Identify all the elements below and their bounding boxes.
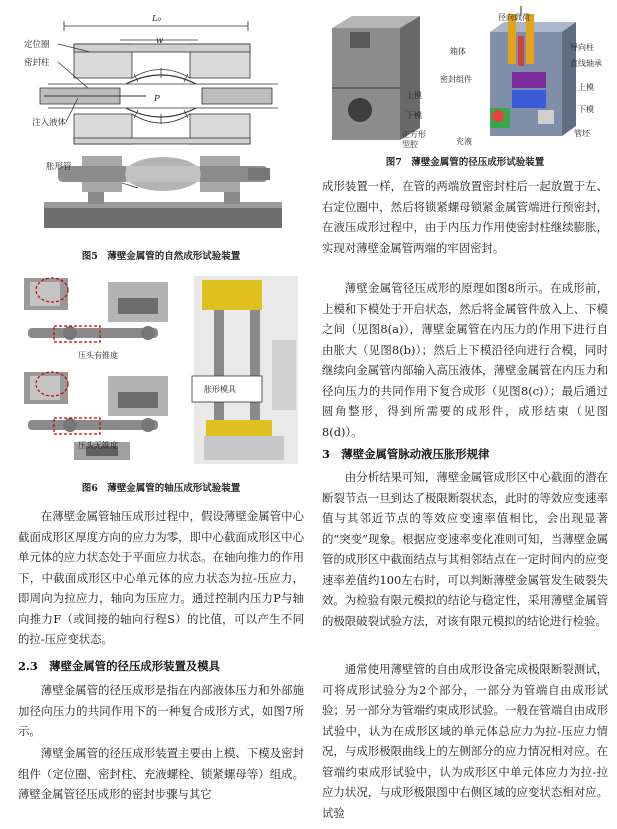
- label-box: 箱体: [450, 47, 466, 56]
- section-2-3-paragraph-1: 薄壁金属管的径压成形是指在内部液体压力和外部施加径向压力的共同作用下的一种复合成形方式，如图7所示。: [18, 683, 304, 738]
- label-P: P: [154, 94, 160, 104]
- section-3-heading: 3 薄壁金属管脉动液压胀形规律: [322, 447, 490, 461]
- label-upper-die: 上模: [578, 83, 594, 92]
- label-bearing: 直线轴承: [570, 59, 602, 68]
- label-sealing-post: 密封柱: [24, 58, 50, 68]
- label-inject: 注入液体: [32, 118, 67, 128]
- right-paragraph-2: 薄壁金属管径压成形的原理如图8所示。在成形前，上模和下模处于开启状态，然后将金属管件放入上、下模之间（见图8(a)），薄壁金属管在内压力的作用下进行自由胀大（见图8(b)）；然后上下模沿径向进行合模，同时继续向金属管内部输入高压液体，薄壁金属管在内压力和径向压力的共同作用下复合成形（见图8(c)）；最后通过圆角整形，得到所需要的成形件，成形结束（见图8(d)）。: [322, 281, 608, 439]
- figure-5-caption: 图5 薄壁金属管的自然成形试验装置: [81, 251, 241, 262]
- figure-7-caption: 图7 薄壁金属管的径压成形试验装置: [385, 157, 545, 168]
- label-locating-ring: 定位圈: [24, 40, 50, 50]
- label-w: w: [156, 36, 164, 46]
- fig7-photo: [332, 16, 420, 140]
- section-2-3-paragraph-2: 薄壁金属管的径压成形装置主要由上模、下模及密封组件（定位圈、密封柱、充液螺栓、锁紧螺母等）组成。薄壁金属管径压成形的密封步骤与其它: [18, 746, 304, 801]
- label-valve: 充液: [456, 137, 472, 146]
- right-paragraph-1: 成形装置一样，在管的两端放置密封柱后一起放置于左、右定位圈中，然后将锁紧螺母锁紧金属管端进行预密封，在液压成形过程中，由于内压力作用使密封柱继续膨胀，实现对薄壁金属管两端的牢固密封。: [322, 179, 608, 255]
- label-tube: 胀形管: [46, 162, 72, 172]
- label-square-cavity: 正方形型腔: [402, 130, 426, 149]
- label-with-taper: 压头有锥度: [78, 351, 118, 360]
- label-seal-parts: 密封组件: [440, 75, 472, 84]
- figure-6: [18, 270, 304, 498]
- label-die: 胀形模具: [204, 385, 236, 394]
- label-upper-die-2: 上模: [406, 91, 422, 100]
- figure-6-drawing: [18, 270, 304, 476]
- section-3-paragraph-1: 由分析结果可知，薄壁金属管成形区中心截面的潜在断裂节点一旦到达了极限断裂状态，此时的等效应变速率值与其邻近节点的等效应变速率值相比，会出现显著的“突变”现象。根据应变速率变化准则可知，当薄壁金属管的成形区中截面结点与其相邻结点在一定时间内的应变速率差值约100左右时，可以判断薄壁金属管发生破裂失效。为检验有限元模拟的结论与稳定性，采用薄壁金属管的极限破裂试验方法，对该有限元模拟的结论进行检验。: [322, 470, 608, 628]
- label-blank: 管坯: [574, 129, 590, 138]
- figure-6-caption: 图6 薄壁金属管的轴压成形试验装置: [81, 483, 241, 494]
- label-L0: L₀: [152, 14, 162, 24]
- label-lower-die-2: 下模: [406, 111, 422, 120]
- section-2-3-heading: 2.3 薄壁金属管的径压成形装置及模具: [18, 659, 221, 673]
- label-lower-die: 下模: [578, 105, 594, 114]
- label-guide: 导向柱: [570, 43, 594, 52]
- label-radial-load: 径向载荷: [498, 13, 530, 22]
- label-no-taper: 压头无锥度: [78, 441, 118, 450]
- left-paragraph-1: 在薄壁金属管轴压成形过程中，假设薄壁金属管中心截面成形区厚度方向的应力为零，即中心截面成形区中心单元体的应力状态处于平面应力状态。在轴向推力的作用下，中截面成形区中心单元体的应力状态为拉-压应力，即周向为拉应力，轴向为压应力。通过控制内压力P与轴向推力F（或间接的轴向行程S）的比值，可以产生不同的拉-压应变状态。: [18, 509, 304, 646]
- fig7-cutaway: [490, 6, 576, 136]
- fig5-photo: [44, 156, 282, 228]
- figure-5: [18, 6, 304, 264]
- section-3-paragraph-2: 通常使用薄壁管的自由成形设备完成极限断裂测试，可将成形试验分为2个部分，一部分为管端自由成形试验；另一部分为管端约束成形试验。一般在管端自由成形试验中，认为在成形区域的单元体总应力为拉-压应力情况，与成形极限曲线上的左侧部分的应力情况相对应。在管端约束成形试验中，认为成形区中单元体应力为拉-拉应力状况，与成形极限图中右侧区域的应变状态相对应。试验: [322, 662, 608, 820]
- figure-7: [322, 6, 608, 166]
- fig6-punch-top: [24, 278, 168, 342]
- fig6-press-machine: [192, 276, 298, 464]
